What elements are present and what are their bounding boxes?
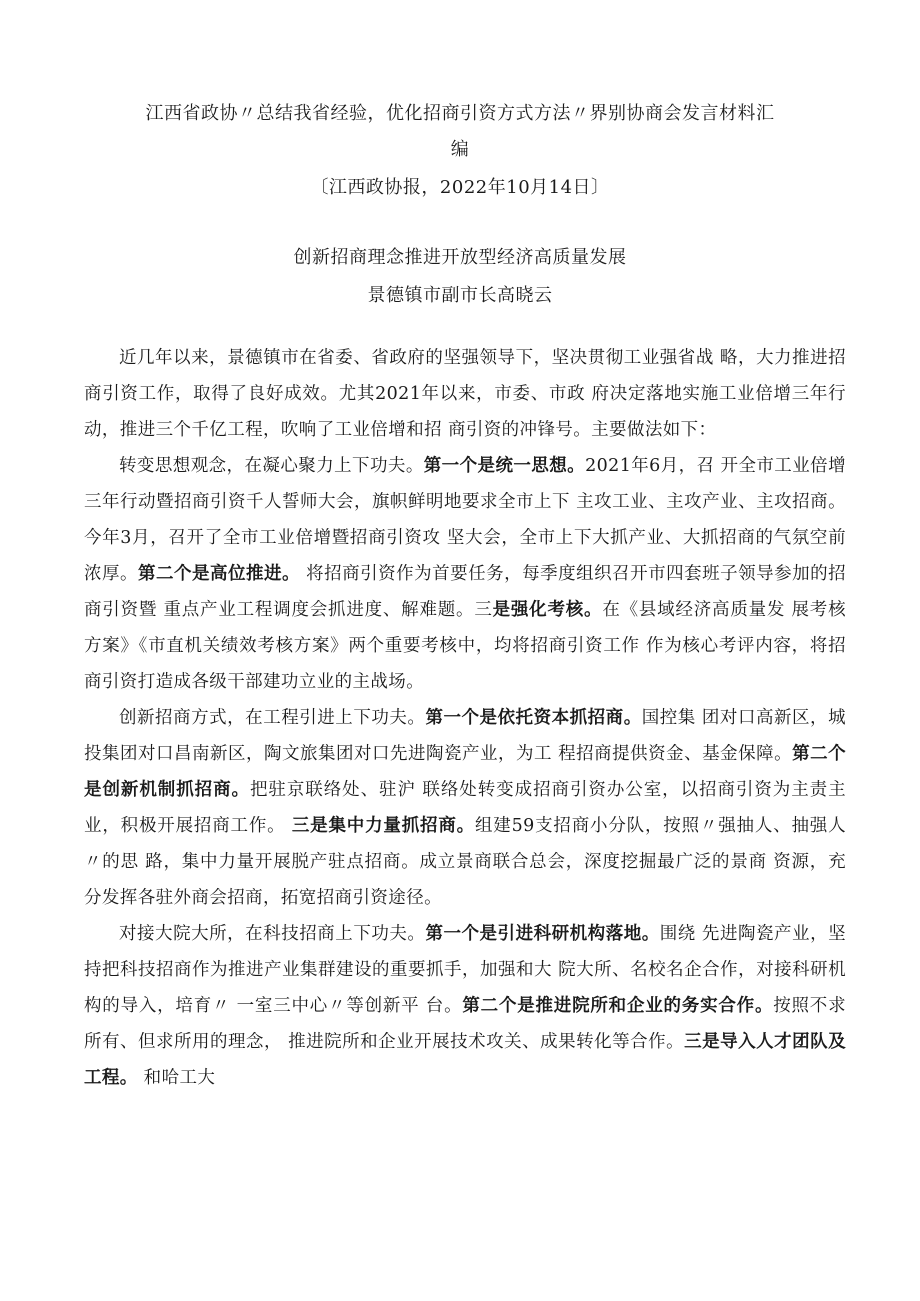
paragraph-text: 在《县域经济高质量发 展考核方案》《市直机关绩效考核方案》两个重要考核中，均将招商引资工作 作为核心考评内容，将招商引资打造成各级干部建功立业的主战场。 [84, 600, 846, 692]
paragraph-research [84, 916, 846, 1096]
article-author: 景德镇市副市长高晓云 [367, 285, 553, 306]
document-source: 〔江西政协报，2022年10月14日〕 [310, 177, 610, 198]
article-heading: 创新招商理念推进开放型经济高质量发展 [293, 247, 627, 268]
article-body [84, 340, 846, 1096]
bold-point: 第二个是推进院所和企业的务实合作。 [462, 996, 774, 1016]
bold-point: 第一个是统一思想。 [423, 456, 586, 476]
paragraph-lead: 转变思想观念，在凝心聚力上下功夫。 [119, 456, 424, 476]
paragraph-text: 围绕 先进陶瓷产业，坚持把科技招商作为推进产业集群建设的重要抓手，加强和大 院大所、名校名企合作，对接科研机构的导入，培育〃 一室三中心〃等创新平 台。 [84, 924, 846, 1016]
paragraph-text: 国控集 团对口高新区，城投集团对口昌南新区，陶文旅集团对口先进陶瓷产业，为工 程招商提供资金、基金保障。 [84, 708, 846, 764]
bold-point: 三是集中力量抓招商。 [291, 816, 475, 836]
bold-point: 第一个是引进科研机构落地。 [425, 924, 660, 944]
bold-point: 第二个是创新机制抓招商。 [84, 744, 846, 800]
bold-point: 第二个是高位推进。 [138, 564, 301, 584]
document-title-line2: 编 [450, 139, 470, 160]
paragraph-intro: 近几年以来，景德镇市在省委、省政府的坚强领导下，坚决贯彻工业强省战 略，大力推进招商引资工作，取得了良好成效。尤其2021年以来，市委、市政 府决定落地实施工业倍增三年行动，推进三个千亿工程，吹响了工业倍增和招 商引资的冲锋号。主要做法如下： [84, 348, 846, 440]
bold-point: 三是导入人才团队及工程。 [84, 1032, 846, 1088]
bold-point: 第一个是依托资本抓招商。 [425, 708, 642, 728]
paragraph-text: 把驻京联络处、驻沪 联络处转变成招商引资办公室，以招商引资为主责主业，积极开展招商工作。 [84, 780, 846, 836]
bold-point: 是强化考核。 [492, 600, 603, 620]
paragraph-text: 组建59支招商小分队，按照〃强抽人、抽强人〃的思 路，集中力量开展脱产驻点招商。成立景商联合总会，深度挖掘最广泛的景商 资源，充分发挥各驻外商会招商，拓宽招商引资途径。 [84, 816, 846, 908]
paragraph-mindset [84, 448, 846, 700]
paragraph-lead: 创新招商方式，在工程引进上下功夫。 [119, 708, 426, 728]
paragraph-methods [84, 700, 846, 916]
paragraph-text: 和哈工大 [137, 1068, 216, 1088]
paragraph-text: 将招商引资作为首要任务，每季度组织召开市四套班子领导参加的招商引资暨 重点产业工程调度会抓进度、解难题。三 [84, 564, 847, 620]
paragraph-text: 按照不求所有、但求所用的理念， 推进院所和企业开展技术攻关、成果转化等合作。 [84, 996, 846, 1052]
paragraph-text: 2021年6月，召 开全市工业倍增三年行动暨招商引资千人誓师大会，旗帜鲜明地要求全市上下 主攻工业、主攻产业、主攻招商。今年3月，召开了全市工业倍增暨招商引资攻 坚大会，全市上下大抓产业、大抓招商的气氛空前浓厚。 [84, 456, 846, 584]
document-title-line1: 江西省政协〃总结我省经验，优化招商引资方式方法〃界别协商会发言材料汇 [145, 103, 775, 124]
paragraph-lead: 对接大院大所，在科技招商上下功夫。 [119, 924, 426, 944]
